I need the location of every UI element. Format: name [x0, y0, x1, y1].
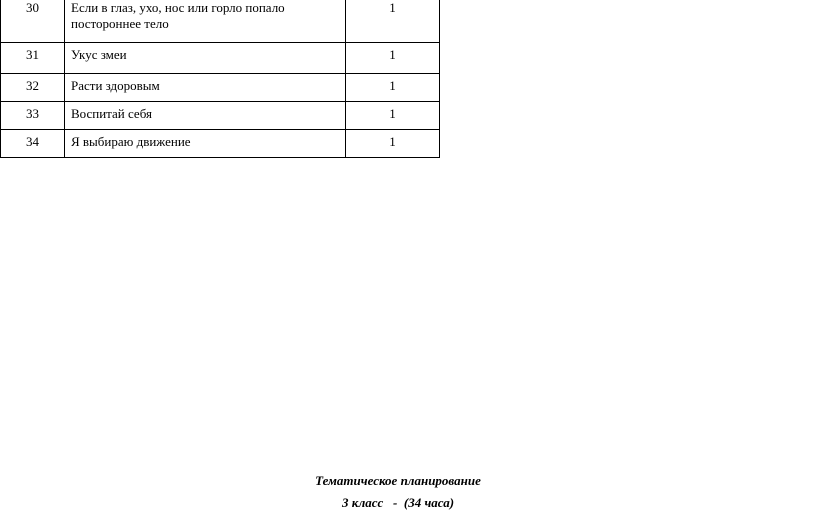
- lesson-number: 30: [26, 0, 39, 15]
- lesson-topic-cell: [65, 74, 346, 102]
- lesson-number-cell: [1, 130, 65, 158]
- lesson-topic-cell: [65, 130, 346, 158]
- table-row: [1, 43, 440, 74]
- lesson-topic: Укус змеи: [71, 47, 127, 62]
- section-subtitle: 3 класс - (34 часа): [341, 495, 455, 510]
- lesson-hours: 1: [389, 106, 396, 121]
- lesson-hours: 1: [389, 47, 396, 62]
- lesson-topic: Расти здоровым: [71, 78, 160, 93]
- lesson-hours-cell: [346, 130, 440, 158]
- lesson-number: 33: [26, 106, 39, 121]
- lesson-number-cell: [1, 0, 65, 43]
- lesson-topic-cell: [65, 43, 346, 74]
- section-title: Тематическое планирование: [315, 473, 481, 488]
- lesson-number: 31: [26, 47, 39, 62]
- lesson-hours-cell: [346, 102, 440, 130]
- lesson-number-cell: [1, 102, 65, 130]
- lesson-hours: 1: [389, 0, 396, 15]
- table-row: [1, 74, 440, 102]
- lesson-topic: Если в глаз, ухо, нос или горло попало постороннее тело: [71, 0, 285, 31]
- table-row: [1, 0, 440, 43]
- lesson-hours-cell: [346, 74, 440, 102]
- lesson-number-cell: [1, 74, 65, 102]
- table-row: [1, 130, 440, 158]
- lesson-hours: 1: [389, 134, 396, 149]
- lesson-table: [0, 0, 440, 158]
- lesson-topic: Я выбираю движение: [71, 134, 191, 149]
- lesson-topic-cell: [65, 102, 346, 130]
- lesson-hours-cell: [346, 43, 440, 74]
- lesson-number: 34: [26, 134, 39, 149]
- lesson-topic: Воспитай себя: [71, 106, 152, 121]
- lesson-number-cell: [1, 43, 65, 74]
- lesson-hours: 1: [389, 78, 396, 93]
- lesson-number: 32: [26, 78, 39, 93]
- lesson-hours-cell: [346, 0, 440, 43]
- lesson-topic-cell: [65, 0, 346, 43]
- table-row: [1, 102, 440, 130]
